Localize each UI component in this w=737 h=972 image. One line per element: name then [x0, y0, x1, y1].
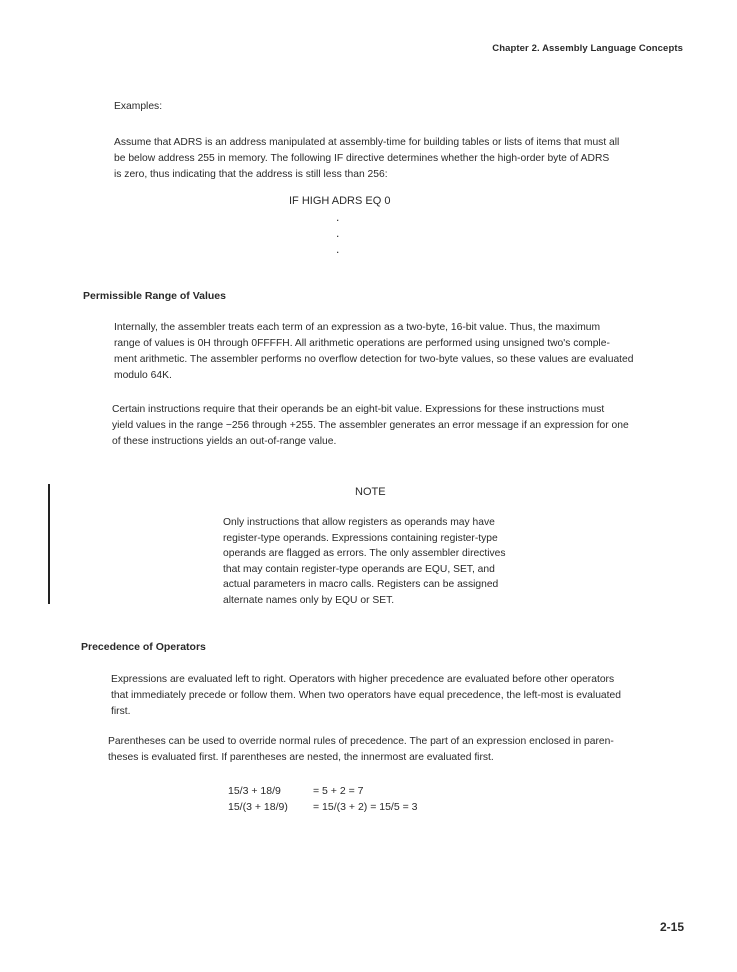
- text-line: modulo 64K.: [114, 370, 172, 381]
- note-line: that may contain register-type operands are EQU, SET, and: [223, 563, 495, 575]
- change-bar: [48, 484, 50, 604]
- code-line: IF HIGH ADRS EQ 0: [289, 195, 391, 207]
- note-line: register-type operands. Expressions containing register-type: [223, 532, 498, 544]
- precedence-example-expr: 15/3 + 18/9: [228, 785, 281, 797]
- note-line: actual parameters in macro calls. Registers can be assigned: [223, 579, 499, 590]
- note-line: alternate names only by EQU or SET.: [223, 594, 395, 606]
- text-line: is zero, thus indicating that the address is still less than 256:: [114, 169, 388, 180]
- text-line: Assume that ADRS is an address manipulated at assembly-time for building tables or lists of items that must all: [114, 137, 620, 148]
- text-line: Certain instructions require that their operands be an eight-bit value. Expressions for these instructions must: [112, 404, 605, 415]
- ellipsis-dot: .: [336, 210, 340, 224]
- text-line: Expressions are evaluated left to right. Operators with higher precedence are evaluated before other operators: [111, 674, 615, 685]
- precedence-paragraph-1: [111, 672, 706, 720]
- section-heading-range: Permissible Range of Values: [83, 290, 226, 302]
- note-line: Only instructions that allow registers as operands may have: [223, 517, 495, 528]
- text-line: Parentheses can be used to override normal rules of precedence. The part of an expression enclosed in paren-: [108, 736, 614, 747]
- range-paragraph-2: [112, 402, 702, 450]
- text-line: Internally, the assembler treats each term of an expression as a two-byte, 16-bit value. Thus, the maximum: [114, 322, 601, 333]
- note-body: [223, 515, 543, 608]
- text-line: be below address 255 in memory. The following IF directive determines whether the high-order byte of ADRS: [114, 153, 610, 164]
- precedence-paragraph-2: [108, 734, 703, 766]
- precedence-example-result: = 15/(3 + 2) = 15/5 = 3: [313, 801, 418, 813]
- note-line: operands are flagged as errors. The only assembler directives: [223, 548, 506, 559]
- precedence-example-expr: 15/(3 + 18/9): [228, 801, 288, 813]
- precedence-example-result: = 5 + 2 = 7: [313, 785, 364, 797]
- text-line: first.: [111, 706, 131, 717]
- range-paragraph-1: [114, 320, 704, 384]
- examples-paragraph: [114, 135, 694, 183]
- text-line: yield values in the range −256 through +255. The assembler generates an error message if an expression for one: [112, 420, 629, 431]
- section-heading-precedence: Precedence of Operators: [81, 641, 206, 653]
- ellipsis-dot: .: [336, 242, 340, 256]
- chapter-header: Chapter 2. Assembly Language Concepts: [492, 43, 683, 54]
- page-number: 2-15: [659, 920, 684, 934]
- text-line: that immediately precede or follow them. When two operators have equal precedence, the left-most is evaluated: [111, 690, 621, 701]
- text-line: theses is evaluated first. If parentheses are nested, the innermost are evaluated first.: [108, 752, 494, 763]
- text-line: ment arithmetic. The assembler performs no overflow detection for two-byte values, so these values are evaluated: [114, 354, 634, 365]
- examples-label: Examples:: [114, 101, 163, 112]
- ellipsis-dot: .: [336, 226, 340, 240]
- text-line: range of values is 0H through 0FFFFH. All arithmetic operations are performed using unsigned two's comple-: [114, 338, 610, 349]
- text-line: of these instructions yields an out-of-range value.: [112, 436, 337, 447]
- note-title: NOTE: [355, 486, 386, 498]
